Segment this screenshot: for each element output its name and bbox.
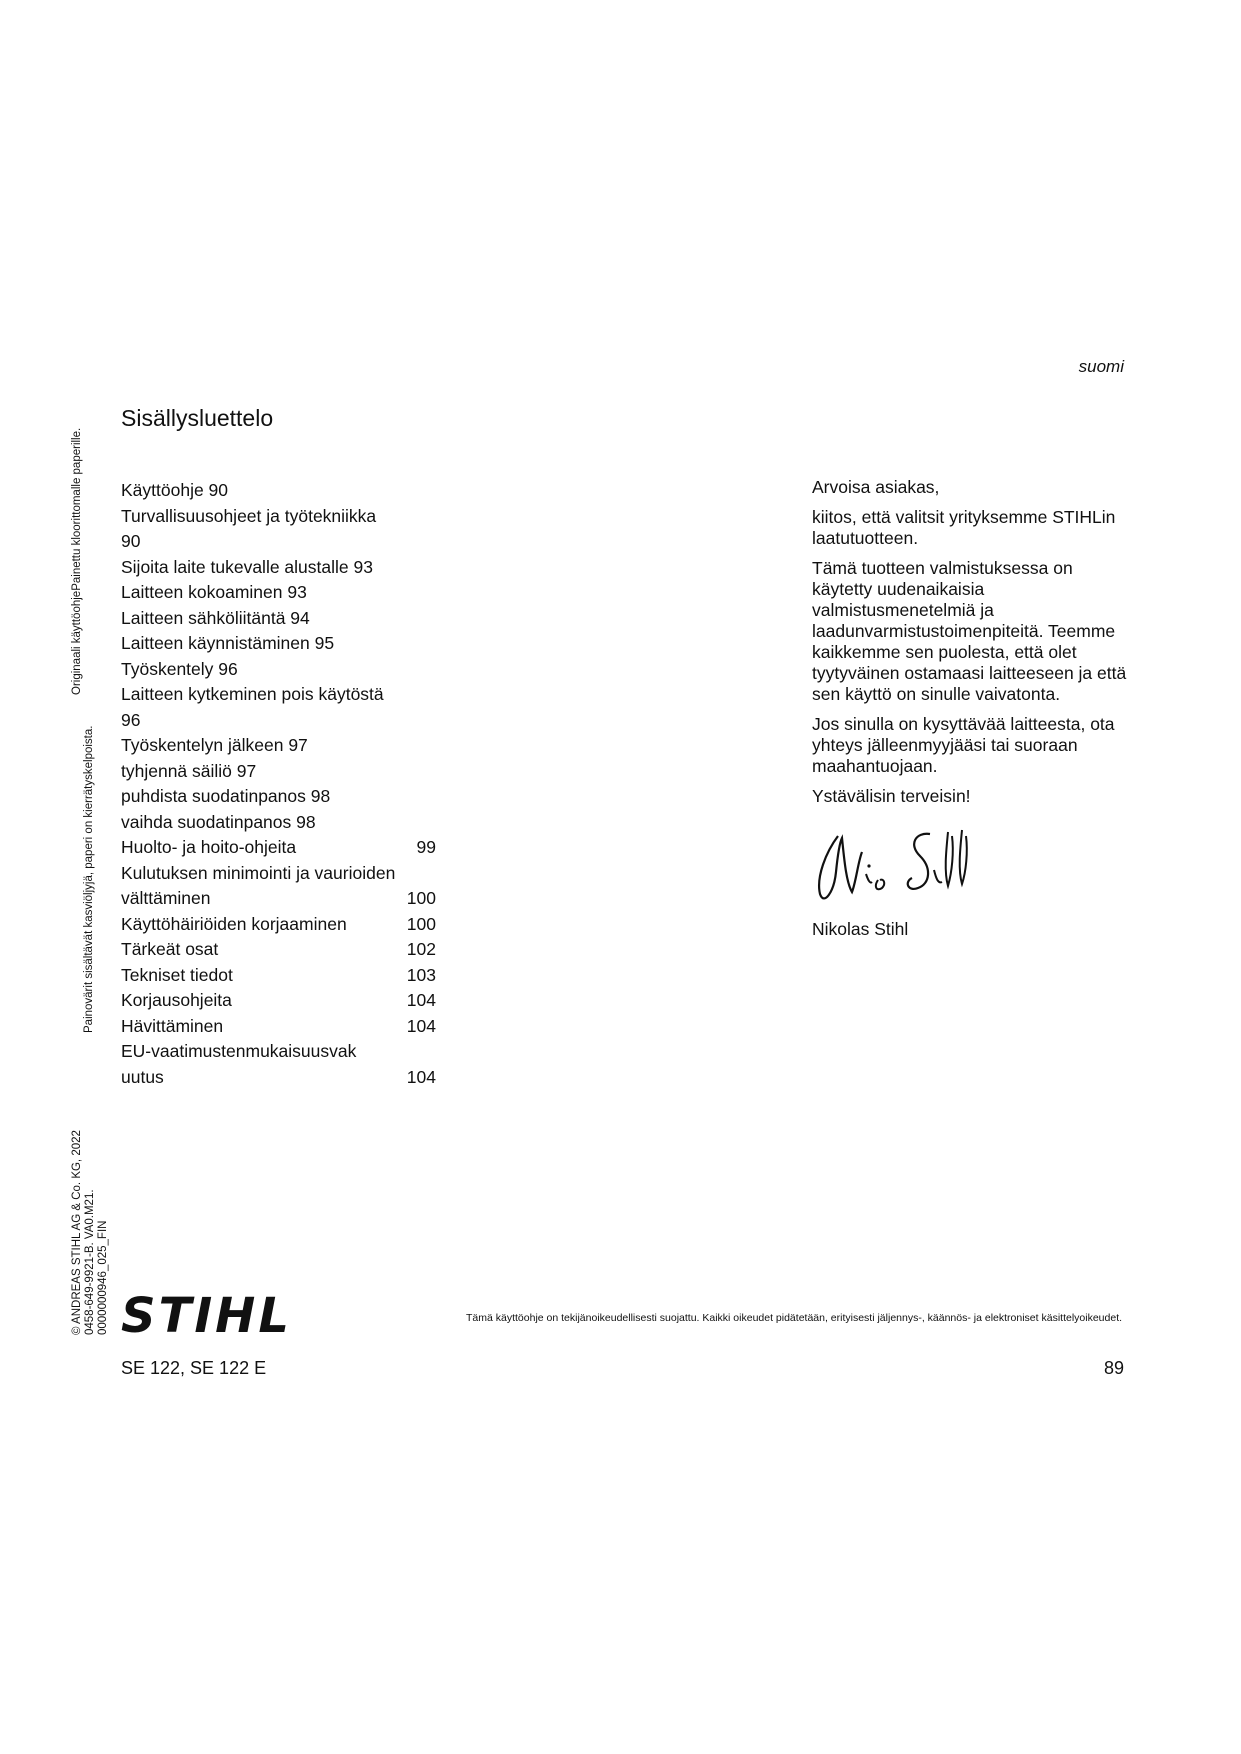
footer-model: SE 122, SE 122 E: [121, 1358, 267, 1378]
toc-entry-page: 103: [406, 964, 436, 985]
copyright-notice: Tämä käyttöohje on tekijänoikeudellisesti suojattu. Kaikki oikeudet pidätetään, erityisesti jäljennys-, käännös- ja elektroniset käsittelyoikeudet.: [466, 1312, 1123, 1324]
toc-entry[interactable]: [121, 555, 436, 581]
table-of-contents: [121, 478, 436, 1090]
toc-entry-page: 102: [406, 939, 436, 959]
toc-entry[interactable]: [121, 988, 436, 1014]
toc-entry[interactable]: [121, 759, 436, 785]
vertical-document-code: 0458-649-9921-B. VA0.M21.: [84, 1189, 96, 1335]
toc-entry[interactable]: [121, 937, 436, 963]
toc-entry-text: Kulutuksen minimointi ja vaurioiden välttäminen: [121, 862, 396, 908]
page-number: 89: [1103, 1358, 1124, 1378]
toc-entry[interactable]: [121, 1014, 436, 1040]
vertical-copyright: © ANDREAS STIHL AG & Co. KG, 2022: [71, 1130, 83, 1335]
toc-entry[interactable]: [121, 835, 436, 861]
toc-entry-page: 104: [406, 1066, 436, 1087]
toc-entry-text: EU-vaatimustenmukaisuusvakuutus: [121, 1041, 357, 1087]
toc-entry-text: Huolto- ja hoito-ohjeita: [121, 837, 297, 857]
toc-entry-page: 100: [406, 913, 436, 934]
toc-entry[interactable]: [121, 657, 436, 683]
toc-entry-text: Työskentely 96: [121, 658, 238, 679]
toc-entry-text: Turvallisuusohjeet ja työtekniikka 90: [121, 505, 377, 551]
toc-entry-text: Käyttöhäiriöiden korjaaminen: [121, 913, 347, 934]
toc-entry[interactable]: [121, 1039, 436, 1090]
vertical-note-inks: Painovärit sisältävät kasviöljyjä, paperi on kierrätyskelpoista.: [83, 725, 95, 1033]
language-label: suomi: [1078, 357, 1124, 376]
toc-entry-text: Laitteen käynnistäminen 95: [121, 633, 335, 653]
toc-entry[interactable]: [121, 784, 436, 810]
toc-entry-text: puhdista suodatinpanos 98: [121, 786, 331, 806]
toc-entry[interactable]: [121, 631, 436, 657]
vertical-document-id: 0000000946_025_FIN: [97, 1220, 109, 1335]
toc-entry[interactable]: [121, 810, 436, 836]
toc-entry[interactable]: [121, 912, 436, 938]
toc-entry-text: Laitteen sähköliitäntä 94: [121, 607, 310, 628]
toc-entry-page: 104: [406, 990, 436, 1010]
toc-entry[interactable]: [121, 580, 436, 606]
toc-entry-text: Tärkeät osat: [121, 939, 219, 959]
toc-entry[interactable]: [121, 606, 436, 632]
toc-entry-text: Laitteen kokoaminen 93: [121, 582, 307, 602]
toc-entry[interactable]: [121, 963, 436, 989]
toc-entry[interactable]: [121, 861, 436, 912]
vertical-note-original: Originaali käyttöohjePainettu kloorittomalle paperille.: [71, 427, 83, 695]
toc-entry-text: Sijoita laite tukevalle alustalle 93: [121, 556, 373, 577]
toc-entry-text: Laitteen kytkeminen pois käytöstä 96: [121, 684, 384, 730]
toc-entry-text: Tekniset tiedot: [121, 964, 233, 985]
letter-paragraph: Jos sinulla on kysyttävää laitteesta, ota yhteys jälleenmyyjääsi tai suoraan maahantuojaan.: [812, 714, 1115, 776]
toc-entry[interactable]: [121, 682, 436, 733]
toc-title: Sisällysluettelo: [121, 405, 274, 431]
welcome-letter: [812, 477, 1130, 816]
stihl-logo: STIHL: [121, 1288, 292, 1344]
toc-entry[interactable]: [121, 733, 436, 759]
signer-name: Nikolas Stihl: [812, 919, 909, 939]
toc-entry-page: 100: [406, 888, 436, 908]
toc-entry[interactable]: [121, 478, 436, 504]
toc-entry-page: 99: [416, 837, 436, 857]
toc-entry-text: vaihda suodatinpanos 98: [121, 811, 316, 832]
toc-entry-text: Korjausohjeita: [121, 990, 232, 1010]
letter-closing: Ystävälisin terveisin!: [812, 786, 971, 806]
letter-paragraph: Tämä tuotteen valmistuksessa on käytetty uudenaikaisia valmistusmenetelmiä ja laadunvarmistustoimenpiteitä. Teemme kaikkemme sen puolesta, että olet tyytyväinen ostamaasi laitteeseen ja että sen käyttö on sinulle vaivatonta.: [812, 558, 1127, 704]
toc-entry-page: 104: [406, 1015, 436, 1036]
toc-entry-text: tyhjennä säiliö 97: [121, 760, 257, 781]
toc-entry-text: Käyttöohje 90: [121, 480, 229, 500]
toc-entry-text: Hävittäminen: [121, 1015, 224, 1036]
toc-entry[interactable]: [121, 504, 436, 555]
signature-image: [808, 822, 978, 912]
toc-entry-text: Työskentelyn jälkeen 97: [121, 735, 308, 755]
letter-greeting: Arvoisa asiakas,: [812, 477, 940, 497]
letter-paragraph: kiitos, että valitsit yrityksemme STIHLin laatutuotteen.: [812, 507, 1116, 548]
